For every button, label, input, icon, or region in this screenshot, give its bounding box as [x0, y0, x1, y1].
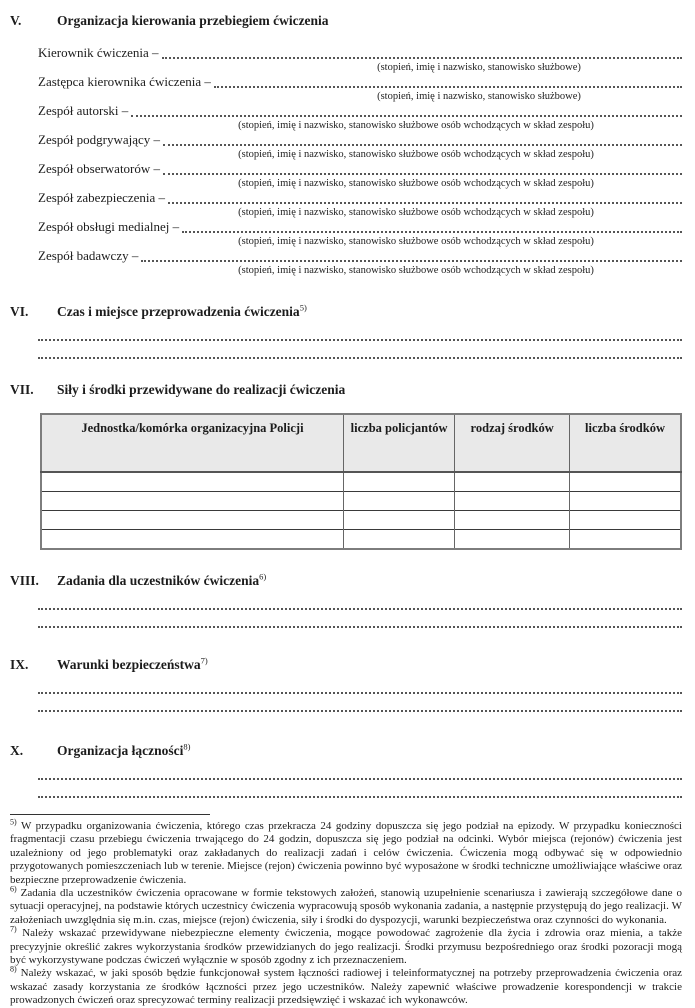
role-caption: (stopień, imię i nazwisko, stanowisko służbowe osób wchodzących w skład zespołu) [238, 120, 594, 131]
footnote [10, 884, 682, 927]
section-title-text: Warunki bezpieczeństwa [57, 657, 201, 672]
role-caption: (stopień, imię i nazwisko, stanowisko służbowe osób wchodzących w skład zespołu) [238, 236, 594, 247]
dotted-fill-line [131, 115, 682, 117]
table-cell [570, 472, 682, 492]
footnote [10, 924, 683, 967]
section-vi-heading [10, 303, 682, 320]
section-number: VIII. [10, 573, 39, 588]
table-cell [455, 472, 570, 492]
footnote-marker: 8) [10, 964, 17, 974]
table-cell [41, 492, 343, 511]
dotted-fill-line [38, 694, 682, 712]
section-title [57, 656, 208, 673]
roles-list [38, 45, 682, 277]
role-row [38, 190, 682, 206]
table-cell [455, 511, 570, 530]
section-v-heading [10, 12, 682, 29]
answer-lines [10, 676, 682, 712]
dotted-fill-line [38, 610, 682, 628]
section-title: Organizacja kierowania przebiegiem ćwiczenia [57, 13, 329, 28]
role-label: Zespół zabezpieczenia – [38, 190, 166, 205]
section-title: Siły i środki przewidywane do realizacji ćwiczenia [57, 382, 346, 397]
section-title [57, 572, 266, 589]
role-label: Kierownik ćwiczenia – [38, 45, 159, 60]
section-number: X. [10, 743, 24, 758]
dotted-fill-line [168, 202, 682, 204]
footnote-ref: 7) [200, 655, 208, 666]
footnote [10, 964, 682, 1007]
role-row [38, 161, 682, 177]
role-row [38, 45, 682, 61]
table-cell [570, 530, 682, 550]
footnote-marker: 6) [10, 884, 17, 894]
footnote-text: W przypadku organizowania ćwiczenia, którego czas przekracza 24 godziny dopuszcza się jego podział na epizody. W przypadku konieczności fragmentacji czasu przebiegu ćwiczenia trwającego do 24 godzin, dopuszcza się jego podział na odcinki. Wybór miejsca (rejonów) ćwiczenia jest uzależniony od jego problematyki oraz zakładanych do realizacji zadań i celów ćwiczenia. Ćwiczenia mogą odbywać się w odpowiednio przygotowanych pomieszczeniach lub w terenie. Miejsce (rejon) ćwiczenia powinno być wyposażone w środki techniczne umożliwiające właściwe oraz bezpieczne przeprowadzenie ćwiczenia. [10, 820, 682, 886]
role-row [38, 74, 682, 90]
table-cell [343, 492, 454, 511]
table-cell [343, 511, 454, 530]
section-title-text: Organizacja łączności [57, 743, 184, 758]
role-label: Zespół obserwatorów – [38, 161, 161, 176]
footnote-text: Należy wskazać przewidywane niebezpieczne elementy ćwiczenia, mogące powodować zagrożenie dla życia i zdrowia oraz mienia, a także precyzyjnie określić zakres wykorzystania środków przewidzianych do jego realizacji. Środki przymusu bezpośredniego oraz środki pozoracji mogą być wykorzystywane podczas ćwiczeń wyłącznie w sposób zgodny z ich przeznaczeniem. [10, 927, 683, 967]
dotted-fill-line [182, 231, 682, 233]
section-number: IX. [10, 657, 29, 672]
footnote [10, 817, 682, 887]
dotted-fill-line [38, 762, 682, 780]
section-number: VI. [10, 304, 29, 319]
role-label: Zastępca kierownika ćwiczenia – [38, 74, 211, 89]
table-row [41, 492, 681, 511]
role-row [38, 103, 682, 119]
footnote-separator [10, 814, 210, 815]
role-row [38, 248, 682, 264]
section-title-text: Czas i miejsce przeprowadzenia ćwiczenia [57, 304, 300, 319]
table-header-cell: Jednostka/komórka organizacyjna Policji [41, 414, 343, 472]
dotted-fill-line [38, 780, 682, 798]
table-cell [343, 530, 454, 550]
table-header-row [41, 414, 681, 472]
section-number: V. [10, 13, 22, 28]
role-label: Zespół podgrywający – [38, 132, 161, 147]
role-caption: (stopień, imię i nazwisko, stanowisko służbowe) [377, 91, 581, 102]
table-cell [41, 472, 343, 492]
table-cell [570, 511, 682, 530]
role-caption: (stopień, imię i nazwisko, stanowisko służbowe osób wchodzących w skład zespołu) [238, 178, 594, 189]
answer-lines [10, 762, 682, 798]
table-header-cell: rodzaj środków [455, 414, 570, 472]
footnotes-block [10, 817, 683, 1008]
role-caption: (stopień, imię i nazwisko, stanowisko służbowe osób wchodzących w skład zespołu) [238, 149, 594, 160]
table-row [41, 511, 681, 530]
dotted-fill-line [162, 57, 682, 59]
dotted-fill-line [38, 592, 682, 610]
table-cell [455, 530, 570, 550]
section-x-heading [10, 742, 682, 759]
table-header-cell: liczba policjantów [343, 414, 454, 472]
section-vii-heading [10, 381, 682, 398]
table-cell [455, 492, 570, 511]
footnote-ref: 5) [299, 302, 307, 313]
table-header-cell: liczba środków [570, 414, 682, 472]
dotted-fill-line [38, 323, 682, 341]
dotted-fill-line [163, 173, 682, 175]
section-title [57, 742, 190, 759]
dotted-fill-line [38, 676, 682, 694]
section-title [57, 303, 307, 320]
table-cell [570, 492, 682, 511]
footnote-text: Zadania dla uczestników ćwiczenia opracowane w formie tekstowych założeń, stanowią uzupełnienie scenariusza i zawierają szczegółowe dane o sytuacji operacyjnej, na podstawie których uczestnicy ćwiczenia wypracowują sposób wykonania zadania, a następnie przystępują do jego realizacji. W założeniach uwzględnia się m.in. czas, miejsce (rejon) ćwiczenia, siły i środki do dyspozycji, warunki bezpieczeństwa oraz czynności do wykonania. [10, 887, 682, 926]
dotted-fill-line [163, 144, 682, 146]
role-label: Zespół badawczy – [38, 248, 139, 263]
role-caption: (stopień, imię i nazwisko, stanowisko służbowe osób wchodzących w skład zespołu) [238, 265, 594, 276]
dotted-fill-line [38, 341, 682, 359]
table-cell [41, 511, 343, 530]
footnote-marker: 5) [10, 817, 17, 827]
role-caption: (stopień, imię i nazwisko, stanowisko służbowe osób wchodzących w skład zespołu) [238, 207, 594, 218]
footnote-ref: 6) [259, 571, 267, 582]
section-title-text: Zadania dla uczestników ćwiczenia [57, 573, 260, 588]
role-label: Zespół obsługi medialnej – [38, 219, 180, 234]
section-number: VII. [10, 382, 34, 397]
table-row [41, 472, 681, 492]
section-viii-heading [10, 572, 682, 589]
footnote-text: Należy wskazać, w jaki sposób będzie funkcjonował system łączności radiowej i teleinformatycznej na potrzeby przeprowadzenia ćwiczenia oraz wskazać zasady korzystania ze środków łączności przez jego uczestników. Należy zapewnić właściwe prowadzenie korespondencji w trakcie prowadzonych ćwiczeń oraz sprecyzować terminy realizacji przedsięwzięć i wskazać ich wykonawców. [10, 967, 682, 1007]
dotted-fill-line [214, 86, 682, 88]
dotted-fill-line [141, 260, 682, 262]
role-row [38, 132, 682, 148]
footnote-marker: 7) [10, 924, 17, 934]
footnote-ref: 8) [183, 741, 191, 752]
answer-lines [10, 592, 682, 628]
forces-table [40, 413, 682, 550]
answer-lines [10, 323, 682, 359]
table-cell [343, 472, 454, 492]
role-label: Zespół autorski – [38, 103, 129, 118]
section-ix-heading [10, 656, 682, 673]
table-cell [41, 530, 343, 550]
role-row [38, 219, 682, 235]
table-row [41, 530, 681, 550]
role-caption: (stopień, imię i nazwisko, stanowisko służbowe) [377, 62, 581, 73]
